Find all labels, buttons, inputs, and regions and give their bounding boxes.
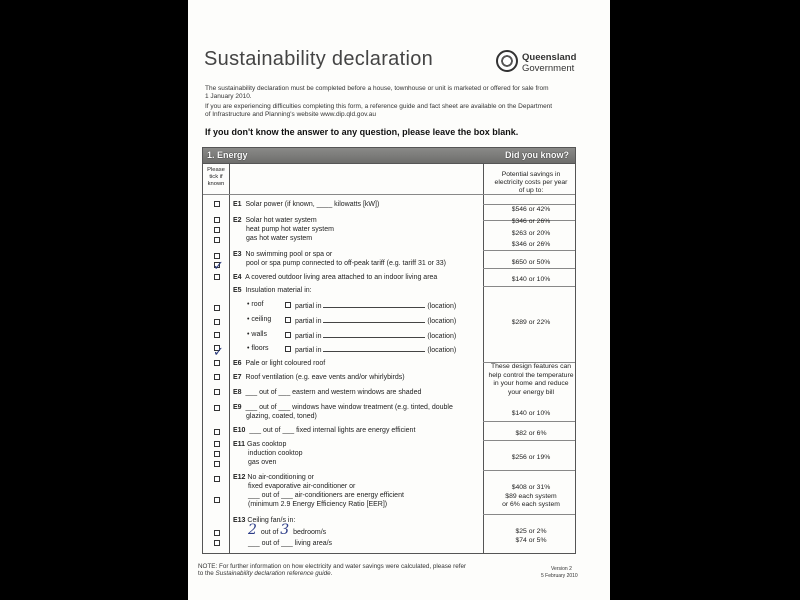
queensland-crest-icon: [496, 50, 518, 72]
e13-living: ___ out of ___ living area/s: [248, 540, 333, 547]
e13b-checkbox[interactable]: [214, 540, 220, 546]
e1-savings: $546 or 42%: [511, 206, 551, 213]
e9-checkbox[interactable]: [214, 405, 220, 411]
e5-ceiling-checkbox[interactable]: [214, 319, 220, 325]
e5-savings: $289 or 22%: [511, 319, 551, 326]
e5-roof-checkbox[interactable]: [214, 305, 220, 311]
e12a-checkbox[interactable]: [214, 476, 220, 482]
e6-row: E6 Pale or light coloured roof: [233, 360, 326, 367]
intro-line1: The sustainability declaration must be completed before a house, townhouse or unit is marketed or offered for sale from: [205, 85, 549, 92]
e5-roof: • roof: [247, 301, 264, 308]
section-title: 1. Energy: [207, 150, 248, 160]
blank-instruction: If you don't know the answer to any question, please leave the box blank.: [205, 127, 519, 137]
did-you-know: Did you know?: [505, 150, 569, 160]
partial-ceiling-field[interactable]: partial in (location): [295, 315, 456, 326]
e2-savings-3: $346 or 26%: [511, 241, 551, 248]
e13-bedrooms: 2 out of 3 bedroom/s: [248, 522, 327, 538]
intro-line2b: of Infrastructure and Planning's website www.dip.qld.gov.au: [205, 111, 376, 118]
logo-line2: Government: [522, 63, 575, 74]
e5-walls-checkbox[interactable]: [214, 332, 220, 338]
e10-checkbox[interactable]: [214, 429, 220, 435]
e13-savings-2: $74 or 5%: [515, 537, 547, 544]
e5-heading: E5 Insulation material in:: [233, 287, 312, 294]
partial-ceiling-checkbox[interactable]: [285, 317, 291, 323]
e10-savings: $82 or 6%: [515, 430, 547, 437]
logo-line1: Queensland: [522, 52, 577, 63]
page-title: Sustainability declaration: [204, 48, 434, 70]
version-label: Version 2: [551, 566, 572, 572]
e4-row: E4 A covered outdoor living area attached to an indoor living area: [233, 274, 438, 281]
e11-row: E11 Gas cooktop induction cooktop gas oven: [233, 441, 303, 466]
partial-floors-checkbox[interactable]: [285, 346, 291, 352]
intro-line2: If you are experiencing difficulties completing this form, a reference guide and fact sheet are available on the Department: [205, 103, 553, 110]
partial-roof-checkbox[interactable]: [285, 302, 291, 308]
e4-savings: $140 or 10%: [511, 276, 551, 283]
footnote-line2: to the Sustainability declaration reference guide.: [198, 570, 333, 577]
e9-savings: $140 or 10%: [511, 410, 551, 417]
e8-row: E8 ___ out of ___ eastern and western windows are shaded: [233, 389, 422, 396]
e2c-checkbox[interactable]: [214, 237, 220, 243]
handwritten-tick-icon-2: ✓: [213, 344, 224, 359]
handwritten-tick-icon: ✓: [213, 258, 224, 273]
e12-savings: $408 or 31% $89 each system or 6% each system: [502, 484, 560, 508]
e13-savings-1: $25 or 2%: [515, 528, 547, 535]
e12c-checkbox[interactable]: [214, 497, 220, 503]
tick-col-header: Please tick if known: [207, 167, 225, 187]
document-page: [188, 0, 610, 600]
e11a-checkbox[interactable]: [214, 441, 220, 447]
intro-line1b: 1 January 2010.: [205, 93, 252, 100]
e8-checkbox[interactable]: [214, 389, 220, 395]
section-header: [202, 147, 576, 164]
e2b-checkbox[interactable]: [214, 227, 220, 233]
e9-row: E9 ___ out of ___ windows have window treatment (e.g. tinted, double glazing, coated, toned): [233, 404, 453, 420]
e2-savings-2: $263 or 20%: [511, 230, 551, 237]
e2a-checkbox[interactable]: [214, 217, 220, 223]
footnote-line1: NOTE: For further information on how electricity and water savings were calculated, please refer: [198, 563, 467, 570]
e13a-checkbox[interactable]: [214, 530, 220, 536]
partial-roof-field[interactable]: partial in (location): [295, 300, 456, 311]
partial-walls-checkbox[interactable]: [285, 332, 291, 338]
e3-savings: $650 or 50%: [511, 259, 551, 266]
e10-row: E10 ___ out of ___ fixed internal lights are energy efficient: [233, 427, 416, 434]
e4-checkbox[interactable]: [214, 274, 220, 280]
e7-checkbox[interactable]: [214, 374, 220, 380]
e11b-checkbox[interactable]: [214, 451, 220, 457]
energy-table: [202, 164, 576, 554]
partial-walls-field[interactable]: partial in (location): [295, 330, 456, 341]
e12-row: E12 No air-conditioning or fixed evaporative air-conditioner or ___ out of ___ air-conditioners are energy efficient (minimum 2.9 Energy Efficiency Ratio [EER]): [233, 474, 404, 508]
e2-row: E2 Solar hot water system heat pump hot water system gas hot water system: [233, 217, 334, 242]
partial-floors-field[interactable]: partial in (location): [295, 344, 456, 355]
e11c-checkbox[interactable]: [214, 461, 220, 467]
e7-row: E7 Roof ventilation (e.g. eave vents and/or whirlybirds): [233, 374, 405, 381]
e2-savings-1: $346 or 26%: [511, 218, 551, 225]
e6-checkbox[interactable]: [214, 360, 220, 366]
e5-walls: • walls: [247, 331, 267, 338]
design-note: These design features can help control the temperature in your home and reduce your energy bill: [488, 363, 574, 396]
e1-checkbox[interactable]: [214, 201, 220, 207]
e13-heading: E13 Ceiling fan/s in:: [233, 517, 296, 524]
savings-col-header: Potential savings in electricity costs per year of up to:: [494, 171, 568, 194]
e3-row: E3 No swimming pool or spa or pool or spa pump connected to off-peak tariff (e.g. tariff 31 or 33): [233, 251, 447, 267]
e1-row: E1 Solar power (if known, ____ kilowatts [kW]): [233, 201, 380, 208]
e5-floors: • floors: [247, 345, 269, 352]
e11-savings: $256 or 19%: [511, 454, 551, 461]
e5-ceiling: • ceiling: [247, 316, 272, 323]
version-date: 5 February 2010: [541, 573, 578, 579]
